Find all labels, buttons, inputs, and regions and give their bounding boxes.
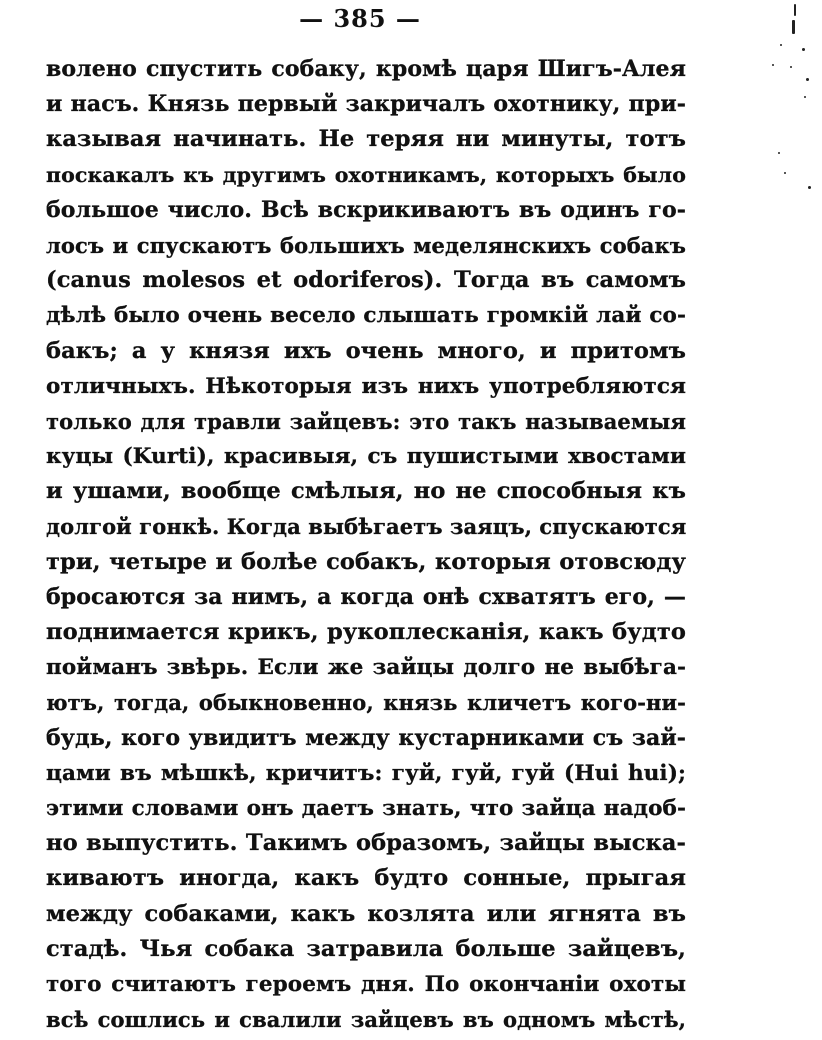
text-line: и насъ. Князь первый закричалъ охотнику, при- bbox=[46, 91, 686, 118]
text-line: между собаками, какъ козлята или ягнята въ bbox=[46, 900, 686, 927]
scan-speck bbox=[794, 4, 796, 16]
margin-scan-specks bbox=[732, 0, 822, 200]
text-line: дѣлѣ было очень весело слышать громкій лай со- bbox=[46, 303, 686, 329]
text-line: лосъ и спускаютъ большихъ меделянскихъ собакъ bbox=[46, 232, 686, 258]
text-line: бакъ; а у князя ихъ очень много, и притомъ bbox=[46, 337, 686, 364]
text-line: поскакалъ къ другимъ охотникамъ, которыхъ было bbox=[46, 162, 686, 187]
text-line: (canus molesos et odoriferos). Тогда въ самомъ bbox=[46, 267, 686, 294]
text-line: будь, кого увидитъ между кустарниками съ зай- bbox=[46, 724, 686, 751]
text-line: киваютъ иногда, какъ будто сонные, прыгая bbox=[46, 865, 686, 892]
text-line: этими словами онъ даетъ знать, что зайца надоб- bbox=[46, 795, 686, 821]
text-line: всѣ сошлись и свалили зайцевъ въ одномъ мѣстѣ, bbox=[46, 1007, 686, 1033]
page-number: — 385 — bbox=[299, 4, 421, 33]
text-line: бросаются за нимъ, а когда онѣ схватятъ его, — bbox=[46, 583, 686, 610]
scan-speck bbox=[792, 20, 795, 34]
text-line: казывая начинать. Не теряя ни минуты, тотъ bbox=[46, 126, 686, 153]
body-text bbox=[46, 52, 686, 1037]
scan-speck bbox=[802, 48, 805, 51]
text-line: того считаютъ героемъ дня. По окончаніи охоты bbox=[46, 971, 686, 997]
scan-speck bbox=[790, 66, 792, 68]
text-line: долгой гонкѣ. Когда выбѣгаетъ заяцъ, спускаются bbox=[46, 514, 687, 540]
text-line: большое число. Всѣ вскрикиваютъ въ одинъ го- bbox=[46, 196, 686, 223]
scan-speck bbox=[772, 64, 774, 66]
text-line: волено спустить собаку, кромѣ царя Шигъ-Алея bbox=[46, 56, 686, 82]
scan-speck bbox=[784, 172, 786, 174]
text-line: но выпустить. Такимъ образомъ, зайцы выска- bbox=[46, 830, 686, 857]
scan-speck bbox=[806, 78, 809, 81]
text-line: стадѣ. Чья собака затравила больше зайцевъ, bbox=[46, 935, 686, 962]
scan-speck bbox=[778, 152, 780, 154]
scan-speck bbox=[780, 44, 782, 46]
text-line: ютъ, тогда, обыкновенно, князь кличетъ кого-ни- bbox=[46, 690, 686, 716]
text-line: пойманъ звѣрь. Если же зайцы долго не выбѣга- bbox=[46, 655, 686, 681]
scan-speck bbox=[808, 186, 811, 189]
scan-speck bbox=[804, 96, 806, 98]
text-line: только для травли зайцевъ: это такъ называемыя bbox=[46, 408, 686, 434]
text-line: и ушами, вообще смѣлыя, но не способныя къ bbox=[46, 478, 686, 505]
text-line: куцы (Kurti), красивыя, съ пушистыми хвостами bbox=[46, 444, 686, 470]
text-line: отличныхъ. Нѣкоторыя изъ нихъ употребляются bbox=[46, 373, 686, 399]
text-line: три, четыре и болѣе собакъ, которыя отовсюду bbox=[46, 548, 686, 575]
text-line: поднимается крикъ, рукоплесканія, какъ будто bbox=[46, 619, 686, 645]
text-line: цами въ мѣшкѣ, кричитъ: гуй, гуй, гуй (Hui hui); bbox=[46, 760, 686, 786]
